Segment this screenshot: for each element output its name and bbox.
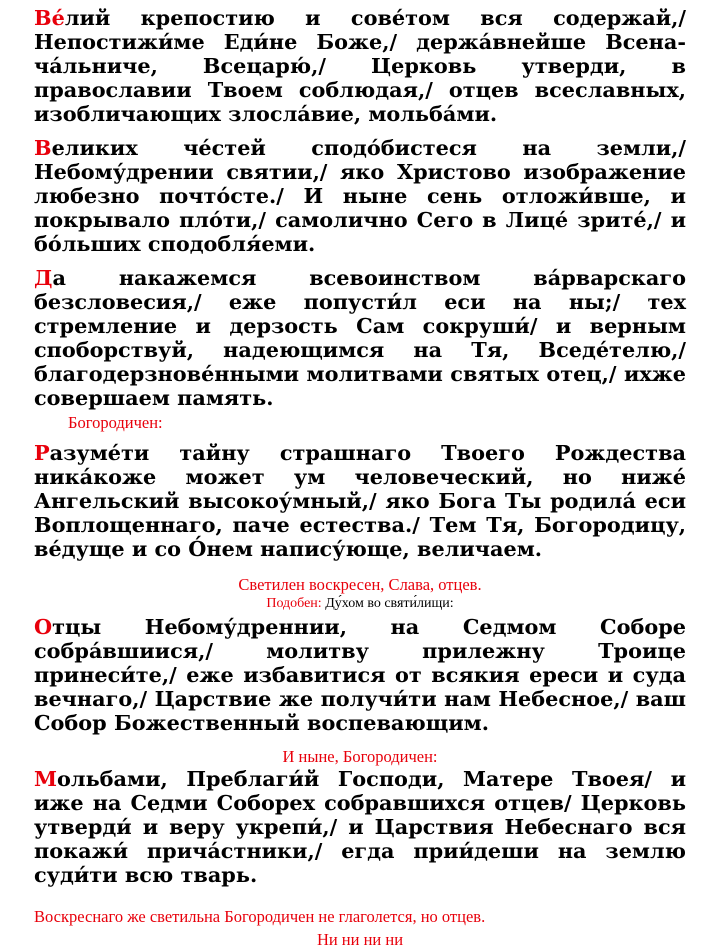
bogorodichen-rubric: Богородичен:	[68, 413, 163, 432]
stichera-2	[34, 136, 686, 256]
i-nyne-text: ольбами, Преблаги́й Господи, Матере Твоея/ и иже на Седми Соборех собравшихся отцев/ Церковь утверди́ и веру укрепи́,/ и Царствия Небеснаго вся покажи́ прича́стники,/ егда прии́деши на землю суди́ти всю тварь.	[34, 766, 686, 887]
stichera-1	[34, 6, 686, 126]
text-column	[34, 5, 686, 949]
i-nyne-text-block	[34, 767, 686, 887]
stichera-text: а накажемся всевоинством ва́рварскаго безсловесия,/ еже попусти́л еси на ны;/ тех стремление и дерзость Сам сокруши́/ и верным споборствуй, надеющимся на Тя, Вседе́телю,/ благодерзнове́нными молитвами святых отец,/ ихже совершаем память.	[34, 265, 686, 410]
rubric-note: Воскреснаго же светильна Богородичен не глаголется, но отцев.	[34, 907, 486, 926]
svetilen-text: тцы Небому́дреннии, на Седмом Соборе собра́вшиися,/ молитву прилежну Троице принеси́те,/ еже избавитися от всякия ереси и суда вечнаго,/ Царствие же получи́ти нам Небесное,/ ваш Собор Божественный воспевающим.	[34, 614, 686, 735]
stichera-3	[34, 266, 686, 410]
svetilen-text-block	[34, 615, 686, 735]
cut-off-line: Ни ни ни ни	[316, 930, 404, 949]
drop-initial: М	[34, 766, 58, 791]
drop-initial: Д	[34, 265, 53, 290]
theotokion	[34, 441, 686, 561]
svetilen-heading: Светилен воскресен, Слава, отцев.	[238, 575, 482, 594]
stichera-text: ́лий крепостию и сове́том вся содержай,/ Непостижи́ме Еди́не Боже,/ держа́внейше Всена-ча́льниче, Всецарю́,/ Церковь утверди, в православии Твоем соблюдая,/ отцев всеславных, изобличающих злосла́вие, мольба́ми.	[34, 5, 686, 126]
podoben-text: Ду́хом во святи́лищи:	[325, 596, 454, 611]
theotokion-text: азуме́ти тайну страшнаго Твоего Рождества ника́коже может ум человеческий, но ниже́ Ангельский высокоу́мный,/ яко Бога Ты родила́ еси Воплощеннаго, паче естества./ Тем Тя, Богородицу, ве́дуще и со О́нем напису́юще, величаем.	[34, 440, 686, 561]
drop-initial: Ве	[34, 5, 65, 30]
stichera-text: еликих че́стей сподо́бистеся на земли,/ Небому́дрении святии,/ яко Христово изображение любезно почто́сте./ И ныне сень отложи́вше, и покрывало пло́ти,/ самолично Сего в Лице́ зрите́,/ и бо́льших сподобля́еми.	[34, 135, 686, 256]
podoben-label: Подобен:	[266, 596, 322, 611]
drop-initial: Р	[34, 440, 50, 465]
i-nyne-heading: И ныне, Богородичен:	[282, 747, 438, 766]
drop-initial: О	[34, 614, 53, 639]
drop-initial: В	[34, 135, 52, 160]
podoben-line	[34, 595, 686, 612]
